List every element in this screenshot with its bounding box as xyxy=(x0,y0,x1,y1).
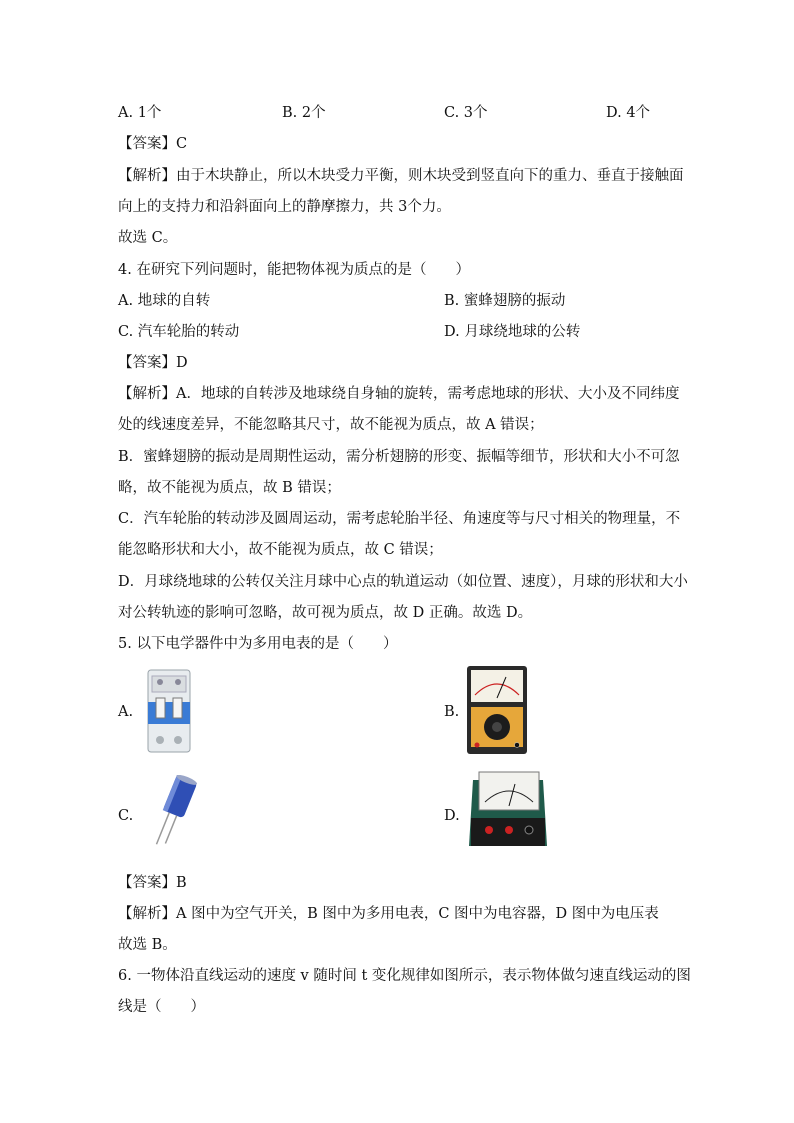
analysis-line: 处的线速度差异，不能忽略其尺寸，故不能视为质点，故 A 错误； xyxy=(118,417,544,433)
question-stem: 4. 在研究下列问题时，能把物体视为质点的是（ ） xyxy=(118,262,470,278)
analysis-line: D．月球绕地球的公转仅关注月球中心点的轨道运动（如位置、速度），月球的形状和大小 xyxy=(118,574,688,590)
analysis-line: 能忽略形状和大小，故不能视为质点，故 C 错误； xyxy=(118,542,443,558)
voltmeter-image xyxy=(465,770,551,854)
answer: 【答案】B xyxy=(118,875,187,891)
option-c: C. 汽车轮胎的转动 xyxy=(118,324,240,340)
option-d: D. 月球绕地球的公转 xyxy=(444,324,581,340)
option-c: C. 3个 xyxy=(444,105,488,121)
question-stem: 线是（ ） xyxy=(118,999,205,1015)
analysis-line: 故选 C。 xyxy=(118,230,178,246)
option-b: B. 2个 xyxy=(282,105,326,121)
analysis-line: 对公转轨迹的影响可忽略，故可视为质点，故 D 正确。故选 D。 xyxy=(118,605,533,621)
capacitor-image xyxy=(150,775,206,847)
analysis-line: 【解析】A 图中为空气开关，B 图中为多用电表，C 图中为电容器，D 图中为电压表 xyxy=(118,906,659,922)
option-b-label: B. xyxy=(444,704,460,720)
analysis-line: 略，故不能视为质点，故 B 错误； xyxy=(118,480,341,496)
answer: 【答案】C xyxy=(118,136,188,152)
analysis-line: 【解析】A．地球的自转涉及地球绕自身轴的旋转，需考虑地球的形状、大小及不同纬度 xyxy=(118,386,680,402)
option-d: D. 4个 xyxy=(606,105,651,121)
multimeter-image xyxy=(466,665,528,755)
option-d-label: D. xyxy=(444,808,460,824)
option-a-label: A. xyxy=(118,704,134,720)
option-a: A. 1个 xyxy=(118,105,162,121)
question-stem: 5. 以下电学器件中为多用电表的是（ ） xyxy=(118,636,398,652)
question-stem: 6. 一物体沿直线运动的速度 v 随时间 t 变化规律如图所示，表示物体做匀速直线运动的图 xyxy=(118,968,691,984)
option-a: A. 地球的自转 xyxy=(118,293,211,309)
analysis-line: B．蜜蜂翅膀的振动是周期性运动，需分析翅膀的形变、振幅等细节，形状和大小不可忽 xyxy=(118,449,680,465)
answer: 【答案】D xyxy=(118,355,188,371)
option-c-label: C. xyxy=(118,808,134,824)
analysis-line: C．汽车轮胎的转动涉及圆周运动，需考虑轮胎半径、角速度等与尺寸相关的物理量，不 xyxy=(118,511,681,527)
option-b: B. 蜜蜂翅膀的振动 xyxy=(444,293,566,309)
analysis-line: 故选 B。 xyxy=(118,937,177,953)
circuit-breaker-image xyxy=(144,668,194,754)
analysis-line: 向上的支持力和沿斜面向上的静摩擦力，共 3个力。 xyxy=(118,199,451,215)
analysis-line: 【解析】由于木块静止，所以木块受力平衡，则木块受到竖直向下的重力、垂直于接触面 xyxy=(118,168,684,184)
